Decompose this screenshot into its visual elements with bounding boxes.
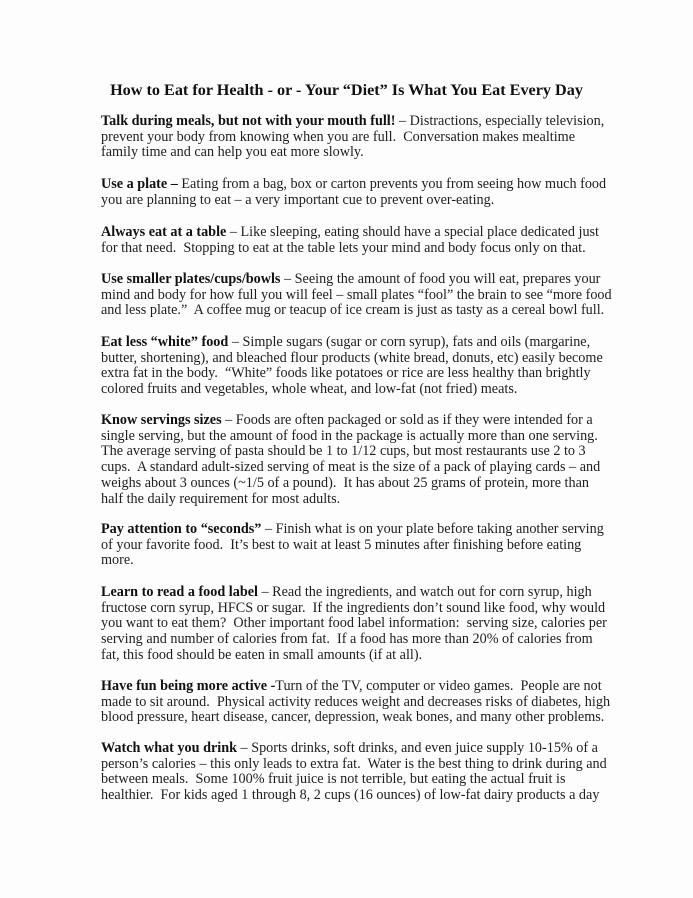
tip-text: – Finish what is on your plate before taking another serving [261,521,604,537]
tip-heading: Always eat at a table [101,224,227,240]
tip-text: serving and number of calories from fat. If a food has more than 20% of calories from [101,631,593,648]
paragraph-line [101,599,606,617]
tip-serving-sizes [101,413,601,507]
tip-text: – Foods are often packaged or sold as if they were intended for a [221,412,593,428]
tip-talk-during-meals [101,113,605,161]
tip-text: for that need. Stopping to eat at the table lets your mind and body focus only on that. [101,239,586,256]
tip-text: single serving, but the amount of food in the package is actually more than one serving. [101,427,598,444]
tip-text: cups. A standard adult-sized serving of meat is the size of a pack of playing cards – and [101,459,601,476]
paragraph-line [101,351,601,367]
tip-text: colored fruits and vegetables, whole wheat, and low-fat (not fried) meats. [101,381,518,398]
tip-text: of your favorite food. It’s best to wait at least 5 minutes after finishing before eating [101,536,582,553]
tip-text: – Read the ingredients, and watch out for corn syrup, high [257,584,592,600]
tip-text: family time and can help you eat more slowly. [101,144,364,161]
paragraph-line [101,648,601,664]
paragraph-line [101,130,601,146]
paragraph-line [101,538,601,554]
tip-heading: Have fun being more active - [101,678,276,694]
paragraph-line [101,241,601,257]
document-title: How to Eat for Health - or - Your “Diet” Is What You Eat Every Day [110,81,583,99]
tip-text: Turn of the TV, computer or video games. People are not [275,678,602,694]
tip-text: Eating from a bag, box or carton prevents you from seeing how much food [177,176,607,192]
tip-heading: Talk during meals, but not with your mouth full! [101,113,396,129]
paragraph-line [101,366,601,382]
paragraph-line [101,444,601,460]
tip-seconds [101,521,604,569]
paragraph-line [101,113,605,130]
tip-text: and less plate.” A coffee mug or teacup of ice cream is just as tasty as a cereal bowl full. [101,302,605,319]
paragraph-line [101,772,601,788]
tip-be-active [101,678,611,726]
paragraph-line [101,286,612,304]
tip-text: made to sit around. Physical activity reduces weight and decreases risks of diabetes, high [101,693,611,710]
tip-eat-at-table [101,225,601,256]
tip-heading: Pay attention to “seconds” [101,521,262,537]
paragraph-line [101,176,607,193]
tip-text: healthier. For kids aged 1 through 8, 2 cups (16 ounces) of low-fat dairy products a day [101,787,600,804]
tip-text: – Distractions, especially television, [395,113,605,129]
tip-text: fructose corn syrup, HFCS or sugar. If the ingredients don’t sound like food, why would [101,599,606,616]
tip-food-label [101,584,607,664]
tip-heading: Eat less “white” food [101,334,229,350]
paragraph-line [101,788,601,804]
tip-text: more. [101,552,134,569]
paragraph-line [101,145,601,161]
paragraph-line [101,585,601,601]
tip-use-a-plate [101,176,607,208]
paragraph-line [101,382,601,398]
paragraph-line [101,615,607,632]
paragraph-line [101,755,607,773]
tip-text: half the daily requirement for most adults. [101,490,341,507]
tip-text: mind and body for how full you will feel – small plates “fool” the brain to see “more food [101,286,612,303]
paragraph-line [101,225,601,241]
paragraph-line [101,302,605,319]
paragraph-line [101,413,601,429]
tip-text: person’s calories – this only leads to extra fat. Water is the best thing to drink during and [101,755,607,772]
paragraph-line [101,693,611,711]
paragraph-line [101,460,601,476]
tip-text: fat, this food should be eaten in small amounts (if at all). [101,646,423,663]
tip-text: between meals. Some 100% fruit juice is not terrible, but eating the actual fruit is [101,771,566,788]
tip-text: – Simple sugars (sugar or corn syrup), fats and oils (margarine, [228,334,591,350]
paragraph-line [101,741,601,757]
paragraph-line [101,679,601,695]
tip-text: extra fat in the body. “White” foods like potatoes or rice are less healthy than brightly [101,365,591,382]
tip-smaller-plates [101,271,612,319]
paragraph-line [101,272,601,288]
tip-text: – Sports drinks, soft drinks, and even juice supply 10-15% of a [237,740,598,756]
tip-text: you are planning to eat – a very important cue to prevent over-eating. [101,191,495,208]
tip-heading: Watch what you drink [101,740,237,756]
paragraph-line [101,429,601,445]
paragraph-line [101,492,601,508]
tip-heading: Learn to read a food label [101,584,258,600]
tip-watch-drinks [101,740,607,804]
tip-text: weighs about 3 ounces (~1/5 of a pound). It has about 25 grams of protein, more than [101,474,589,491]
tip-text: blood pressure, heart disease, cancer, depression, weak bones, and many other problems. [101,709,605,726]
paragraph-line [101,709,605,726]
tip-less-white-food [101,335,601,398]
paragraph-line [101,521,604,538]
tip-heading: Use smaller plates/cups/bowls [101,271,281,287]
tip-text: prevent your body from knowing when you are full. Conversation makes mealtime [101,128,575,145]
tip-text: The average serving of pasta should be 1 to 1/12 cups, but most restaurants use 2 to 3 [101,443,586,460]
paragraph-line [101,476,601,492]
tip-text: – Like sleeping, eating should have a special place dedicated just [226,224,599,240]
tip-text: you want to eat them? Other important food label information: serving size, calories per [101,615,607,632]
paragraph-line [101,193,601,209]
paragraph-line [101,335,601,351]
tip-heading: Use a plate – [101,176,178,192]
tip-heading: Know servings sizes [101,412,222,428]
tip-text: – Seeing the amount of food you will eat, prepares your [280,271,601,287]
paragraph-line [101,632,601,648]
tip-text: butter, shortening), and bleached flour products (white bread, donuts, etc) easily become [101,349,603,366]
paragraph-line [101,553,601,569]
